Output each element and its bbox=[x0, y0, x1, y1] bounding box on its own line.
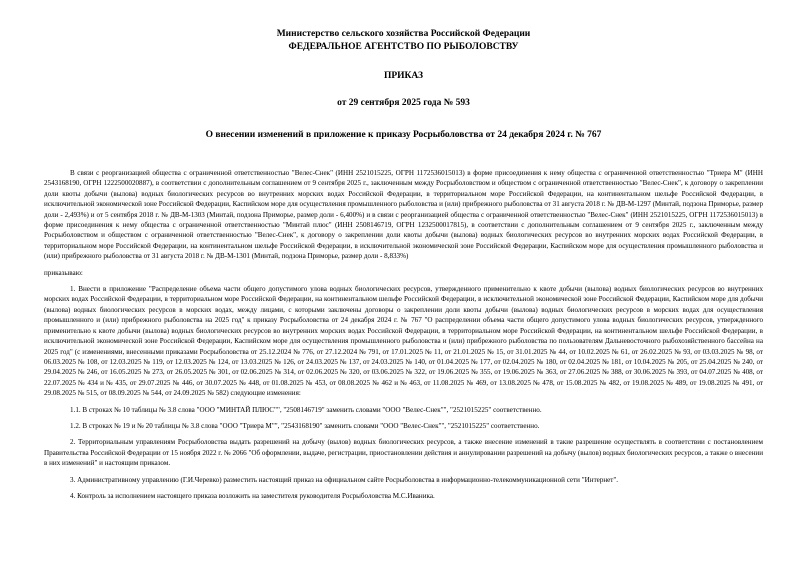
clause-4: 4. Контроль за исполнением настоящего приказа возложить на заместителя руководителя Росрыболовства М.С.Иваника. bbox=[70, 491, 435, 500]
preamble-paragraph: В связи с реорганизацией общества с ограниченной ответственностью "Велес-Снек" (ИНН 2521015225, ОГРН 1172536015013) в форме присоединения к нему общества с ограниченной ответственностью "Триера М" (ИНН 2543168190, ОГРН 1222500020887), в соответствии с дополнительным соглашением от 9 сентября 2025 г., заключенным между Росрыболовством и обществом с ограниченной ответственностью "Велес-Снек", к договору о закреплении доли квоты добычи (вылова) водных биологических ресурсов во внутренних морских водах Российской Федерации, в территориальном море Российской Федерации, на континентальном шельфе Российской Федерации, в исключительной экономической зоне Российской Федерации, Каспийском море для осуществления промышленного рыболовства и (или) прибрежного рыболовства от 31 августа 2018 г. № ДВ-М-1297 (Минтай, подзона Приморье, размер доли - 2,493%) и от 5 сентября 2018 г. № ДВ-М-1303 (Минтай, подзона Приморье, размер доли - 6,400%) и в связи с реорганизацией общества с ограниченной ответственностью "Велес-Снек" (ИНН 2521015225, ОГРН 1172536015013) в форме присоединения к нему общества с ограниченной ответственностью "Минтай плюс" (ИНН 2508146719, ОГРН 1232500017815), в соответствии с дополнительным соглашением от 9 сентября 2025 г., заключенным между Росрыболовством и обществом с ограниченной ответственностью "Велес-Снек", к договору о закреплении доли квоты добычи (вылова) водных биологических ресурсов во внутренних морских водах Российской Федерации, в территориальном море Российской Федерации, на континентальном шельфе Российской Федерации, в исключительной экономической зоне Российской Федерации, Каспийском море для осуществления промышленного рыболовства и (или) прибрежного рыболовства от 31 августа 2018 г. № ДВ-М-1301 (Минтай, подзона Приморье, размер доли - 8,833%) bbox=[44, 169, 763, 261]
clause-1-1: 1.1. В строках № 10 таблицы № 3.8 слова "ООО "МИНТАЙ ПЛЮС"", "2508146719" заменить словами "ООО "Велес-Снек"", "2521015225" соответственно. bbox=[70, 405, 542, 414]
clause-3: 3. Административному управлению (Г.И.Черевко) разместить настоящий приказ на официальном сайте Росрыболовства в информационно-телекоммуникационной сети "Интернет". bbox=[70, 475, 619, 484]
document-title: О внесении изменений в приложение к приказу Росрыболовства от 24 декабря 2024 г. № 767 bbox=[205, 130, 602, 140]
clause-1-2: 1.2. В строках № 19 и № 20 таблицы № 3.8 слова "ООО "Триера М"", "2543168190" заменить словами "ООО "Велес-Снек"", "2521015225" соответственно. bbox=[70, 421, 540, 430]
prikazyvayu-line: приказываю: bbox=[44, 268, 83, 277]
clause-1: 1. Внести в приложение "Распределение объема части общего допустимого улова водных биологических ресурсов, утвержденного применительно к квоте добычи (вылова) водных биологических ресурсов во внутренних морских водах Российской Федерации, в территориальном море Российской Федерации, на континентальном шельфе Российской Федерации, в исключительной экономической зоне Российской Федерации, Каспийском море для добычи (вылова) водных биологических ресурсов в морских водах, между лицами, с которыми заключены договоры о закреплении доли квоты добычи (вылова) водных биологических ресурсов в морских водах для осуществления промышленного и (или) прибрежного рыболовства на 2025 год" к приказу Росрыболовства от 24 декабря 2024 г. № 767 "О распределении объема части общего допустимого улова водных биологических ресурсов, утвержденного применительно к квоте добычи (вылова) водных биологических ресурсов во внутренних морских водах Российской Федерации, в территориальном море Российской Федерации, на континентальном шельфе Российской Федерации, в исключительной экономической зоне Российской Федерации, Каспийском море для осуществления промышленного рыболовства и (или) прибрежного рыболовства по пользователям Дальневосточного рыбохозяйственного бассейна на 2025 год" (с изменениями, внесенными приказами Росрыболовства от 25.12.2024 № 776, от 27.12.2024 № 791, от 17.01.2025 № 11, от 21.01.2025 № 15, от 31.01.2025 № 44, от 10.02.2025 № 61, от 26.02.2025 № 93, от 03.03.2025 № 98, от 06.03.2025 № 108, от 12.03.2025 № 119, от 12.03.2025 № 124, от 13.03.2025 № 126, от 24.03.2025 № 137, от 24.03.2025 № 140, от 01.04.2025 № 177, от 02.04.2025 № 180, от 02.04.2025 № 181, от 10.04.2025 № 205, от 25.04.2025 № 240, от 29.04.2025 № 246, от 16.05.2025 № 273, от 26.05.2025 № 301, от 02.06.2025 № 314, от 02.06.2025 № 320, от 03.06.2025 № 322, от 19.06.2025 № 355, от 19.06.2025 № 363, от 27.06.2025 № 388, от 30.06.2025 № 393, от 04.07.2025 № 408, от 22.07.2025 № 434 и № 435, от 29.07.2025 № 446, от 30.07.2025 № 448, от 01.08.2025 № 453, от 08.08.2025 № 462 и № 463, от 11.08.2025 № 469, от 13.08.2025 № 478, от 15.08.2025 № 482, от 19.08.2025 № 489, от 19.08.2025 № 491, от 29.08.2025 № 515, от 08.09.2025 № 544, от 24.09.2025 № 582) следующие изменения: bbox=[44, 285, 763, 398]
clause-2: 2. Территориальным управлениям Росрыболовства выдать разрешений на добычу (вылов) водных биологических ресурсов, а также внесение изменений в такие разрешение осуществлять в соответствии с постановлением Правительства Российской Федерации от 15 ноября 2022 г. № 2066 "Об оформлении, выдаче, регистрации, приостановлении действия и аннулировании разрешений на добычу (вылов) водных биологических ресурсов, а также о внесении в них изменений" и настоящим приказом. bbox=[44, 438, 763, 468]
document-date: от 29 сентября 2025 года № 593 bbox=[337, 98, 470, 108]
ministry-line: Министерство сельского хозяйства Российской Федерации bbox=[276, 29, 531, 39]
document-type: ПРИКАЗ bbox=[383, 71, 424, 81]
agency-line: ФЕДЕРАЛЬНОЕ АГЕНТСТВО ПО РЫБОЛОВСТВУ bbox=[288, 42, 519, 52]
document-body bbox=[44, 168, 763, 501]
